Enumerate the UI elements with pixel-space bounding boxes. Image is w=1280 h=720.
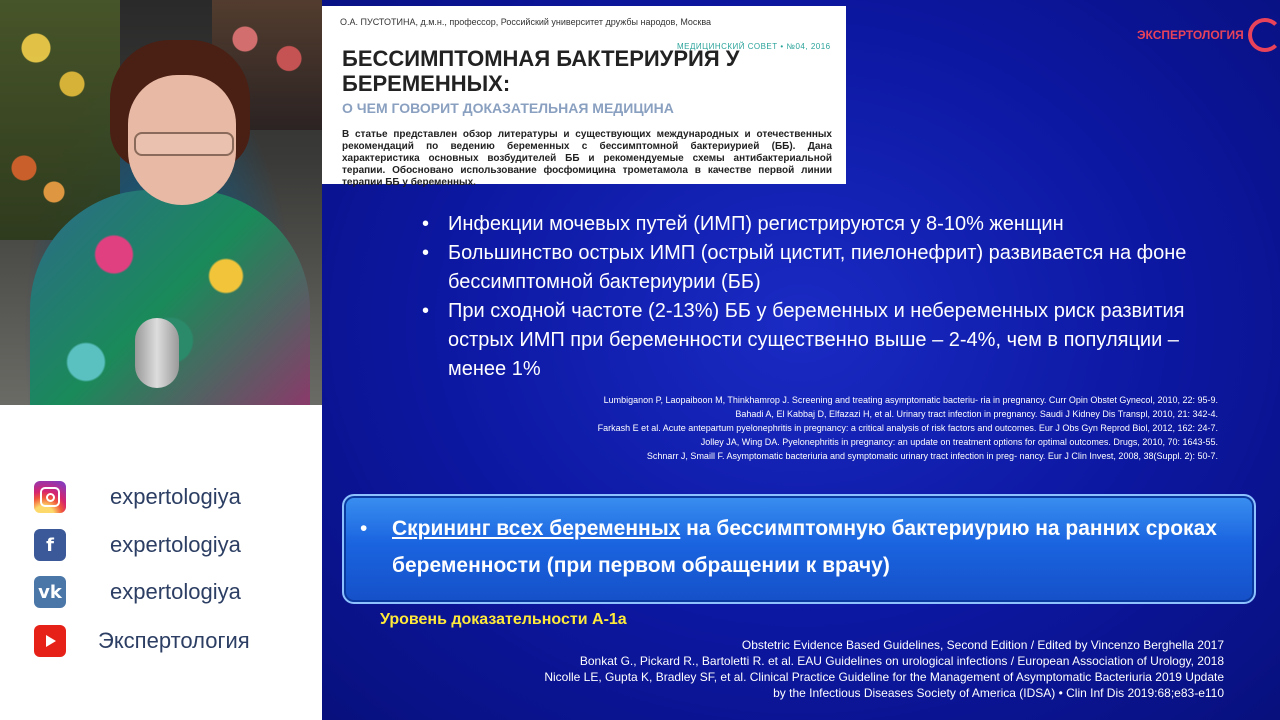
reference-line: Jolley JA, Wing DA. Pyelonephritis in pregnancy: an update on treatment options for optimal outcomes. Drugs, 2010, 70: 1643-55. bbox=[700, 437, 1218, 447]
bullet-item: • При сходной частоте (2-13%) ББ у беременных и небеременных риск развития острых ИМП при беременности существенно выше – 2-4%, чем в популяции – менее 1% bbox=[422, 297, 1242, 384]
banner-rest: на бессимптомную бактериурию на ранних сроках беременности (при первом обращении к врачу) bbox=[392, 517, 1217, 577]
logo-mark-icon bbox=[1248, 18, 1280, 52]
social-label: expertologiya bbox=[110, 484, 241, 509]
article-journal: МЕДИЦИНСКИЙ СОВЕТ • №04, 2016 bbox=[677, 42, 831, 51]
reference-line: Schnarr J, Smaill F. Asymptomatic bacteriuria and symptomatic urinary tract infection in preg- nancy. Eur J Clin Invest, 2008, 38(Suppl. 2): 50-7. bbox=[646, 451, 1218, 461]
references-bottom bbox=[504, 637, 1224, 701]
reference-line: Bahadi A, El Kabbaj D, Elfazazi H, et al. Urinary tract infection in pregnancy. Saudi J Kidney Dis Transpl, 2010, 21: 342-4. bbox=[735, 409, 1218, 419]
article-title: БЕССИМПТОМНАЯ БАКТЕРИУРИЯ У БЕРЕМЕННЫХ: bbox=[342, 46, 740, 96]
facebook-icon: f bbox=[34, 529, 66, 561]
article-clipping bbox=[322, 6, 846, 188]
social-youtube[interactable] bbox=[34, 625, 250, 657]
logo-text: ЭКСПЕРТОЛОГИЯ bbox=[1137, 28, 1244, 42]
bullet-item: • Инфекции мочевых путей (ИМП) регистрируются у 8-10% женщин bbox=[422, 210, 1242, 239]
social-facebook[interactable] bbox=[34, 529, 241, 561]
reference-line: Lumbiganon P, Laopaiboon M, Thinkhamrop J. Screening and treating asymptomatic bacteriu- ria in pregnancy. Curr Opin Obstet Gynecol, 2010, 22: 95-9. bbox=[603, 395, 1218, 405]
presenter-glasses bbox=[134, 132, 234, 156]
banner-text bbox=[392, 510, 1232, 584]
vk-icon: vk bbox=[34, 576, 66, 608]
social-label: expertologiya bbox=[110, 579, 241, 604]
social-label: expertologiya bbox=[110, 532, 241, 557]
evidence-level: Уровень доказательности А-1а bbox=[380, 611, 627, 628]
presenter-video bbox=[0, 0, 322, 405]
expertologiya-logo bbox=[1137, 18, 1280, 52]
microphone bbox=[135, 318, 179, 388]
reference-line: Nicolle LE, Gupta K, Bradley SF, et al. Clinical Practice Guideline for the Management of Asymptomatic Bacteriuria 2019 Update bbox=[544, 670, 1224, 684]
article-author: О.А. ПУСТОТИНА, д.м.н., профессор, Российский университет дружбы народов, Москва bbox=[340, 17, 712, 27]
references-top bbox=[518, 393, 1218, 463]
presentation-slide bbox=[322, 0, 1280, 720]
social-panel bbox=[0, 405, 322, 720]
reference-line: by the Infectious Diseases Society of America (IDSA) • Clin Inf Dis 2019:68;e83-e110 bbox=[773, 686, 1224, 700]
reference-line: Obstetric Evidence Based Guidelines, Second Edition / Edited by Vincenzo Berghella 2017 bbox=[741, 638, 1224, 652]
banner-underlined: Скрининг всех беременных bbox=[392, 517, 681, 540]
bullet-list bbox=[422, 210, 1242, 384]
bullet-item: • Большинство острых ИМП (острый цистит, пиелонефрит) развивается на фоне бессимптомной бактериурии (ББ) bbox=[422, 239, 1242, 297]
social-instagram[interactable] bbox=[34, 481, 241, 513]
youtube-icon bbox=[34, 625, 66, 657]
article-abstract: В статье представлен обзор литературы и существующих международных и отечественных рекомендаций по ведению беременных с бессимптомной бактериурией (ББ). Дана характеристика основных возбудителей ББ и рекомендуемые схемы антибактериальной терапии. Обосновано использование фосфомицина трометамола в качестве первой линии терапии ББ у беременных. bbox=[342, 129, 832, 188]
article-subtitle: О ЧЕМ ГОВОРИТ ДОКАЗАТЕЛЬНАЯ МЕДИЦИНА bbox=[342, 100, 674, 116]
banner-bullet: • bbox=[360, 517, 368, 540]
social-label: Экспертология bbox=[98, 628, 250, 653]
screening-banner bbox=[342, 494, 1256, 604]
reference-line: Bonkat G., Pickard R., Bartoletti R. et al. EAU Guidelines on urological infections / European Association of Urology, 2018 bbox=[579, 654, 1224, 668]
instagram-icon bbox=[34, 481, 66, 513]
reference-line: Farkash E et al. Acute antepartum pyelonephritis in pregnancy: a critical analysis of risk factors and outcomes. Eur J Obs Gyn Reprod Biol, 2012, 162: 24-7. bbox=[597, 423, 1218, 433]
social-vk[interactable] bbox=[34, 576, 241, 608]
